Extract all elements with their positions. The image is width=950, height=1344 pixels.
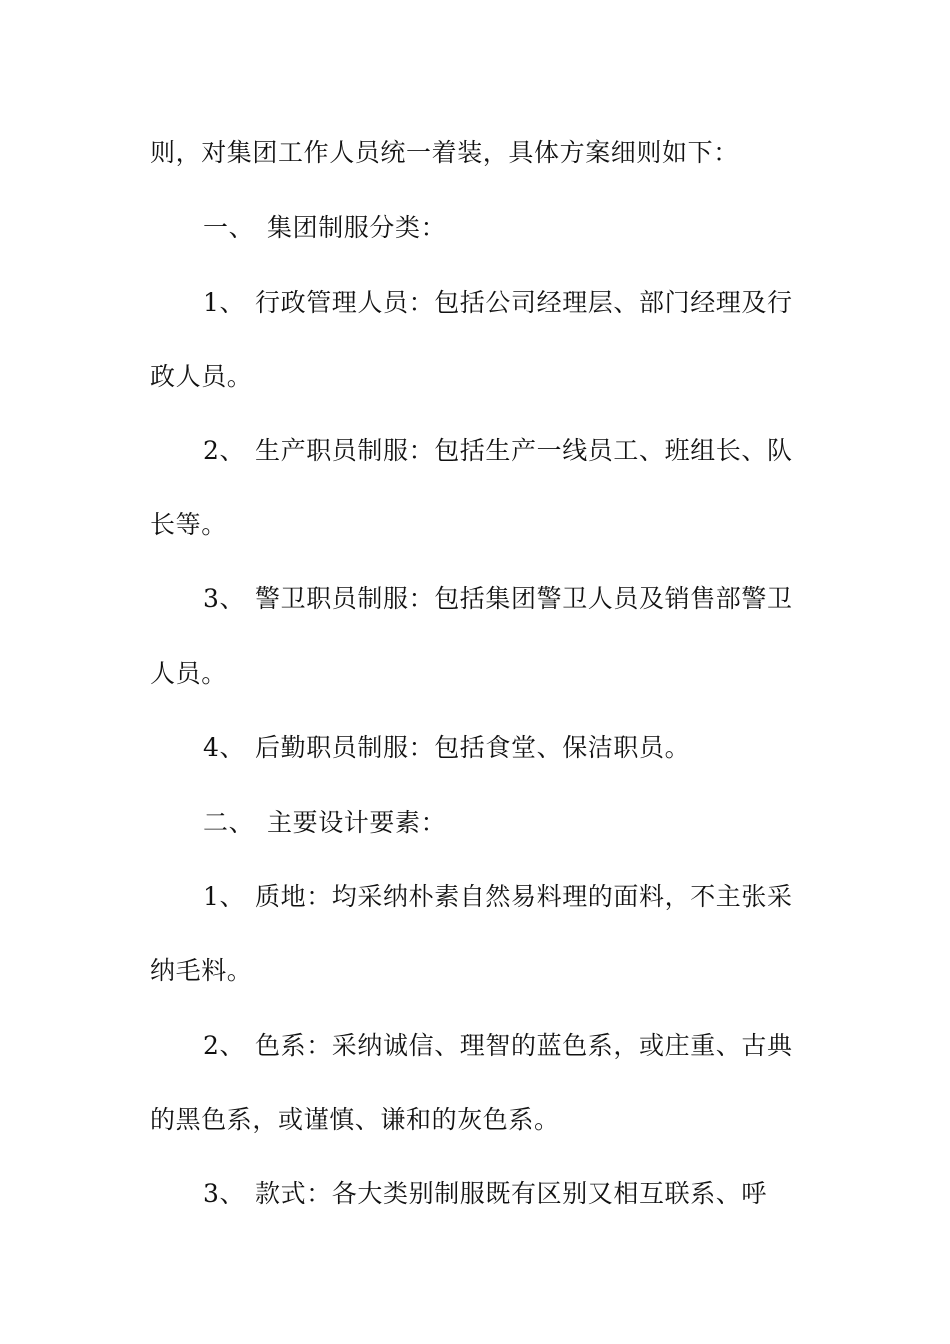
list-text: 色系：采纳诚信、理智的蓝色系，或庄重、古典: [255, 1031, 793, 1060]
list-number: 2、: [203, 436, 246, 465]
list-text: 警卫职员制服：包括集团警卫人员及销售部警卫: [255, 584, 793, 613]
paragraph-line: [150, 657, 227, 691]
list-number: 3、: [203, 584, 246, 613]
paragraph-line: [150, 1103, 560, 1137]
line-text: 长等。: [150, 510, 227, 539]
list-item: [203, 1177, 767, 1211]
line-text: 人员。: [150, 659, 227, 688]
paragraph-line: [150, 360, 252, 394]
list-text: 款式：各大类别制服既有区别又相互联系、呼: [255, 1179, 768, 1208]
list-item: [203, 1029, 793, 1063]
line-text: 纳毛料。: [150, 956, 253, 985]
list-text: 行政管理人员：包括公司经理层、部门经理及行: [255, 288, 793, 317]
line-text: 的黑色系，或谨慎、谦和的灰色系。: [150, 1105, 560, 1134]
section-heading-1: [203, 211, 446, 245]
list-number: 1、: [203, 288, 246, 317]
section-number: 二、: [203, 808, 255, 837]
list-number: 4、: [203, 733, 246, 762]
paragraph-line: [150, 136, 739, 170]
list-item: [203, 880, 793, 914]
section-title: 集团制服分类：: [267, 213, 447, 242]
list-number: 3、: [203, 1179, 246, 1208]
paragraph-line: [150, 954, 252, 988]
list-item: [203, 582, 793, 616]
section-heading-2: [203, 806, 446, 840]
line-text: 则，对集团工作人员统一着装，具体方案细则如下：: [150, 138, 739, 167]
section-title: 主要设计要素：: [267, 808, 447, 837]
section-number: 一、: [203, 213, 255, 242]
list-number: 2、: [203, 1031, 246, 1060]
list-item: [203, 731, 690, 765]
list-item: [203, 286, 793, 320]
paragraph-line: [150, 508, 227, 542]
list-item: [203, 434, 793, 468]
line-text: 政人员。: [150, 362, 253, 391]
list-text: 生产职员制服：包括生产一线员工、班组长、队: [255, 436, 793, 465]
list-text: 后勤职员制服：包括食堂、保洁职员。: [255, 733, 691, 762]
list-number: 1、: [203, 882, 246, 911]
list-text: 质地：均采纳朴素自然易料理的面料，不主张采: [255, 882, 793, 911]
